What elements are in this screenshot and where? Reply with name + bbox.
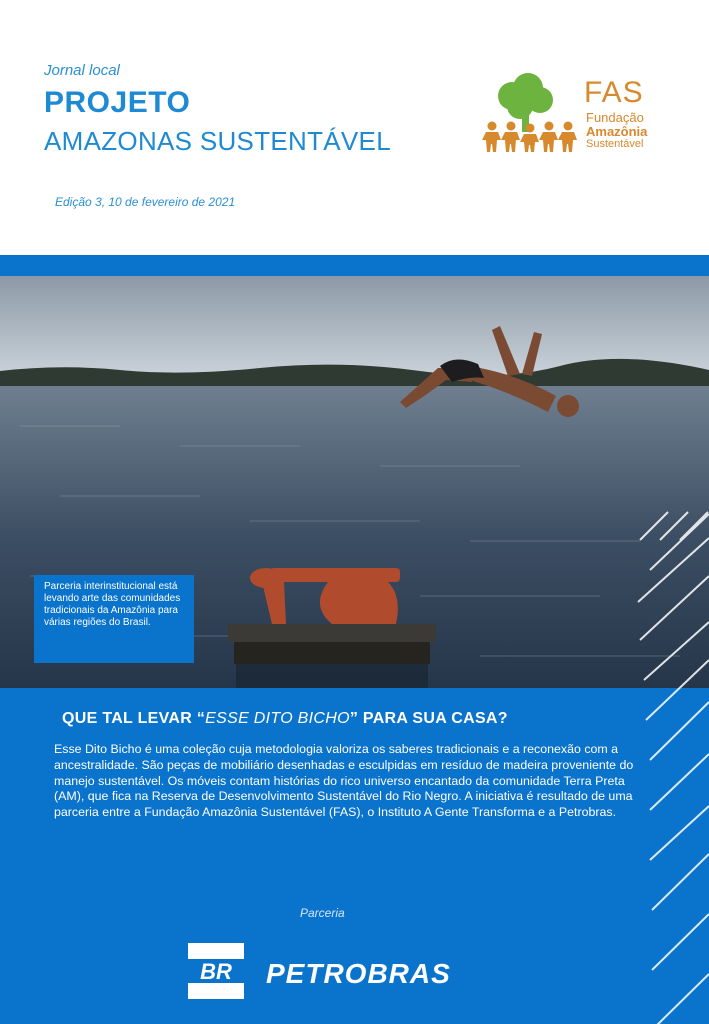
blue-panel xyxy=(0,255,709,1024)
fas-logo-line2: Amazônia xyxy=(586,124,648,139)
br-logo-text: BR xyxy=(200,959,232,984)
page-title: PROJETO xyxy=(44,86,191,119)
article-body: Esse Dito Bicho é uma coleção cuja metodologia valoriza os saberes tradicionais e a reconexão com a ancestralidade. São peças de mobiliário desenhadas e esculpidas em resíduo de madeira proveniente do manejo sustentável. Os móveis contam histórias do rico universo encantado da comunidade Terra Preta (AM), que fica na Reserva de Desenvolvimento Sustentável do Rio Negro. A iniciativa é resultado de uma parceria entre a Fundação Amazônia Sustentável (FAS), o Instituto A Gente Transforma e a Petrobras. xyxy=(54,742,634,820)
header xyxy=(0,0,709,255)
edition-date: Edição 3, 10 de fevereiro de 2021 xyxy=(55,195,236,209)
headline-emphasis: ESSE DITO BICHO xyxy=(205,710,350,727)
headline-post: ” PARA SUA CASA? xyxy=(349,710,508,727)
article-headline xyxy=(62,710,508,728)
fas-logo-line1: Fundação xyxy=(586,110,644,125)
headline-pre: QUE TAL LEVAR “ xyxy=(62,710,206,727)
fas-logo-line3: Sustentável xyxy=(586,138,644,150)
photo-caption: Parceria interinstitucional está levando arte das comunidades tradicionais da Amazônia para várias regiões do Brasil. xyxy=(44,581,181,628)
fas-logo-abbr: FAS xyxy=(584,76,644,109)
partner-label: Parceria xyxy=(300,906,345,920)
petrobras-wordmark: PETROBRAS xyxy=(266,958,451,989)
kicker: Jornal local xyxy=(44,62,120,79)
page-subtitle: AMAZONAS SUSTENTÁVEL xyxy=(44,126,391,156)
tree-with-people-icon xyxy=(478,72,678,162)
